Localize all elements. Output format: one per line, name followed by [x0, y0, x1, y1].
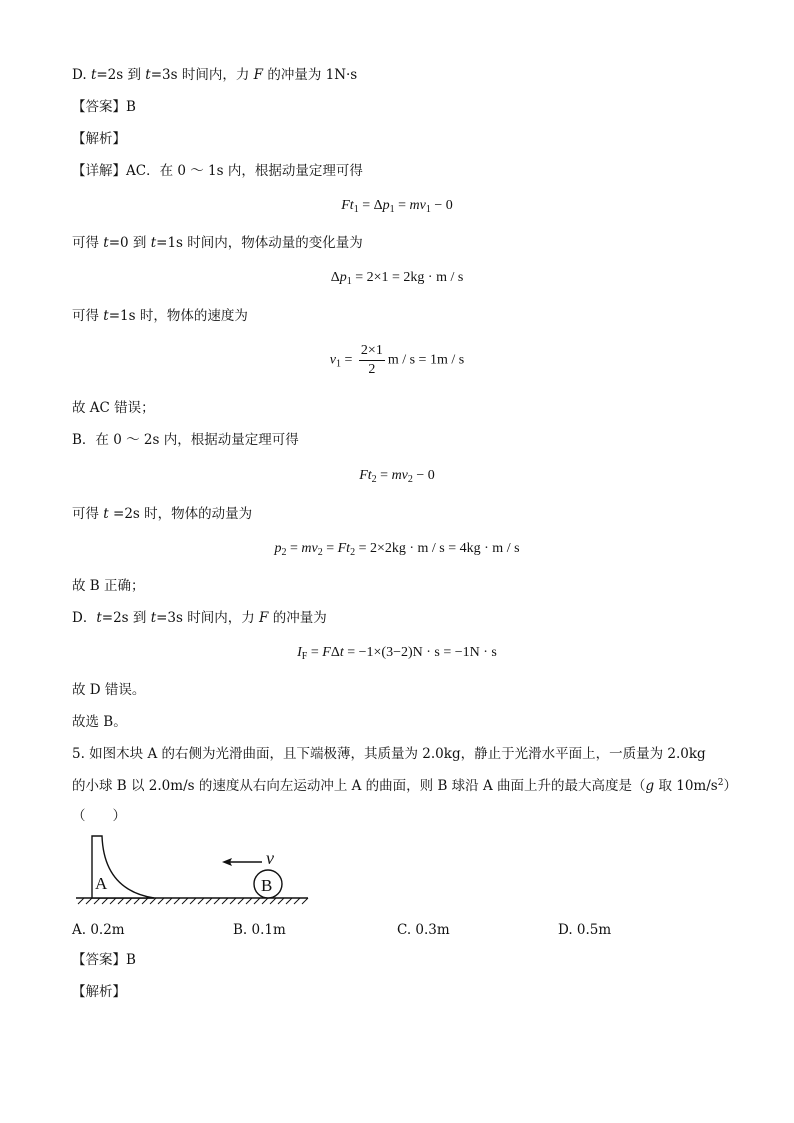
text: D. [72, 67, 91, 83]
question-5-line2: 的小球 B 以 2.0m/s 的速度从右向左运动冲上 A 的曲面，则 B 球沿 A 曲面上升的最大高度是（g 取 $10m/s^2$） [72, 778, 737, 794]
label-b: B [261, 876, 273, 895]
answer-label: 【答案】B [72, 99, 136, 115]
text-line: B．在 0 ～ 2s 内，根据动量定理可得 [72, 432, 299, 448]
text-line: 可得 t =2s 时，物体的动量为 [72, 506, 253, 522]
equation-4: $Ft_2 = mv_2 - 0$ [359, 468, 435, 485]
text-line: 故 D 错误。 [72, 682, 146, 698]
text-line: 故选 B。 [72, 714, 127, 730]
option-c: C. 0.3m [397, 922, 450, 938]
analysis-label-2: 【解析】 [72, 984, 126, 1000]
var-t: t [145, 67, 151, 83]
label-a: A [95, 874, 108, 893]
answer-paren: （ ） [72, 808, 126, 824]
question-5-line1: 5. 如图木块 A 的右侧为光滑曲面，且下端极薄，其质量为 2.0kg，静止于光滑水平面上，一质量为 2.0kg [72, 746, 706, 762]
option-a: A. 0.2m [72, 922, 125, 938]
text-line: 故 B 正确； [72, 578, 145, 594]
text-line: D．t=2s 到 t=3s 时间内，力 F 的冲量为 [72, 610, 327, 626]
var-F: F [253, 67, 264, 83]
detail-line: 【详解】AC．在 0 ～ 1s 内，根据动量定理可得 [72, 163, 363, 179]
physics-figure [72, 832, 322, 912]
equation-6: $I_F = F\Delta t = -1\times(3-2)N \cdot s = -1N \cdot s$ [297, 645, 497, 662]
text: =2s 到 [96, 67, 146, 83]
option-d-line [72, 65, 357, 85]
text-line: 可得 t=0 到 t=1s 时间内，物体动量的变化量为 [72, 235, 363, 251]
equation-2: $\Delta p_1 = 2\times 1 = 2kg \cdot m / s$ [330, 270, 464, 287]
equation-3: $v_1$ = $\frac{2\times 1}{2}$ m / s = 1m / s [329, 343, 465, 377]
text: =3s 时间内，力 [150, 67, 254, 83]
analysis-label: 【解析】 [72, 131, 126, 147]
option-b: B. 0.1m [233, 922, 286, 938]
equation-1: $Ft_1 = \Delta p_1 = mv_1 - 0$ [341, 198, 453, 215]
text: 的冲量为 1N·s [263, 67, 358, 83]
text-line: 可得 t=1s 时，物体的速度为 [72, 308, 248, 324]
fraction: $\frac{2\times 1}{2}$ [360, 343, 383, 377]
option-d: D. 0.5m [558, 922, 612, 938]
ground-hatch [78, 898, 308, 904]
text-line: 故 AC 错误； [72, 400, 155, 416]
var-t: t [90, 67, 97, 83]
equation-5: $p_2 = mv_2 = Ft_2 = 2\times 2kg \cdot m / s = 4kg \cdot m / s$ [274, 541, 520, 558]
label-v: v [266, 848, 274, 868]
answer-label-2: 【答案】B [72, 952, 136, 968]
